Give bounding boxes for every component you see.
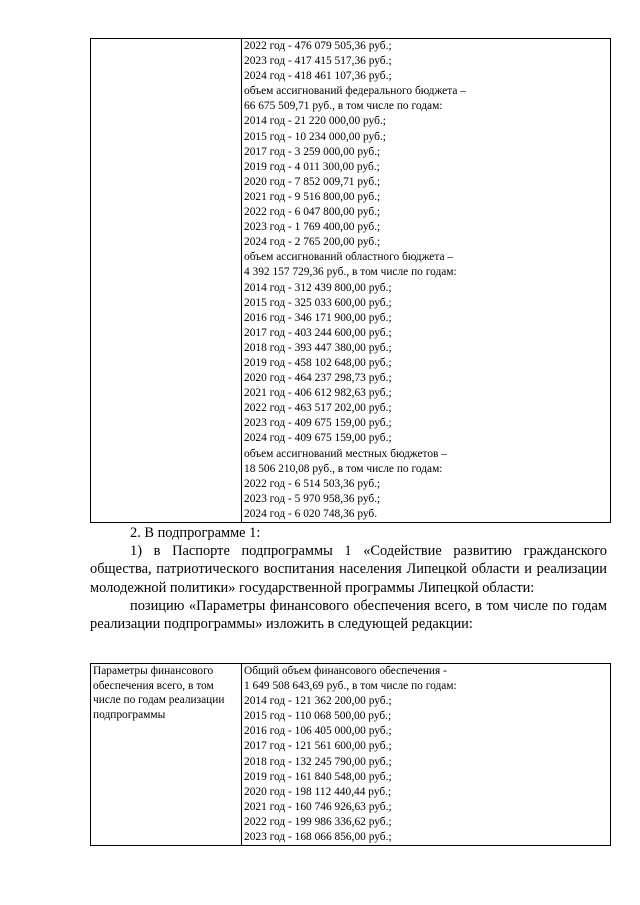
- text-line: 2020 год - 198 112 440,44 руб.;: [244, 785, 392, 798]
- table-cell-financing-amounts: [242, 664, 611, 846]
- text-line: подпрограммы: [93, 708, 166, 721]
- text-line: 2022 год - 6 047 800,00 руб.;: [244, 206, 381, 219]
- text-line: 2017 год - 403 244 600,00 руб.;: [244, 326, 392, 339]
- text-line: 2017 год - 121 561 600,00 руб.;: [244, 740, 392, 753]
- text-line: объем ассигнований федерального бюджета –: [244, 85, 466, 98]
- text-line: 2019 год - 458 102 648,00 руб.;: [244, 356, 392, 369]
- text-line: 2014 год - 121 362 200,00 руб.;: [244, 695, 392, 708]
- text-line: 2018 год - 132 245 790,00 руб.;: [244, 755, 392, 768]
- table-row: [91, 664, 611, 846]
- text-line: 2014 год - 312 439 800,00 руб.;: [244, 281, 392, 294]
- table-cell-financing-details: [242, 39, 611, 523]
- text-line: 2023 год - 417 415 517,36 руб.;: [244, 55, 392, 68]
- text-line: 2020 год - 7 852 009,71 руб.;: [244, 175, 381, 188]
- text-line: 2016 год - 346 171 900,00 руб.;: [244, 311, 392, 324]
- text-line: числе по годам реализации: [93, 694, 225, 707]
- text-line: объем ассигнований местных бюджетов –: [244, 447, 447, 460]
- text-line: 2022 год - 6 514 503,36 руб.;: [244, 477, 381, 490]
- text-line: 2020 год - 464 237 298,73 руб.;: [244, 372, 392, 385]
- text-line: 2018 год - 393 447 380,00 руб.;: [244, 341, 392, 354]
- text-line: 66 675 509,71 руб., в том числе по годам:: [244, 100, 443, 113]
- text-line: 2024 год - 6 020 748,36 руб.: [244, 507, 378, 520]
- text-line: 2021 год - 406 612 982,63 руб.;: [244, 387, 392, 400]
- text-line: 2019 год - 161 840 548,00 руб.;: [244, 770, 392, 783]
- table-cell-parameter-label: [91, 664, 242, 846]
- text-line: Параметры финансового: [93, 665, 214, 677]
- text-line: 2024 год - 2 765 200,00 руб.;: [244, 236, 381, 249]
- text-line: 1 649 508 643,69 руб., в том числе по годам:: [244, 680, 457, 693]
- parameter-label-lines: [93, 664, 241, 722]
- text-line: 2015 год - 10 234 000,00 руб.;: [244, 130, 386, 143]
- text-line: 2015 год - 325 033 600,00 руб.;: [244, 296, 392, 309]
- text-line: 2024 год - 409 675 159,00 руб.;: [244, 432, 392, 445]
- paragraph-position: позицию «Параметры финансового обеспечения всего, в том числе по годам реализации подпрограммы» изложить в следующей редакции:: [90, 597, 607, 633]
- financing-lines: [244, 39, 610, 522]
- text-line: 2016 год - 106 405 000,00 руб.;: [244, 725, 392, 738]
- document-body: [90, 524, 607, 633]
- text-line: 2023 год - 168 066 856,00 руб.;: [244, 831, 392, 844]
- table-row: [91, 39, 611, 523]
- text-line: 2021 год - 9 516 800,00 руб.;: [244, 190, 381, 203]
- text-line: 2021 год - 160 746 926,63 руб.;: [244, 800, 392, 813]
- table-cell-left-empty: [91, 39, 242, 523]
- section-heading: 2. В подпрограмме 1:: [130, 525, 261, 541]
- text-line: 2023 год - 1 769 400,00 руб.;: [244, 221, 381, 234]
- text-line: 2022 год - 199 986 336,62 руб.;: [244, 815, 392, 828]
- text-line: 2024 год - 418 461 107,36 руб.;: [244, 70, 392, 83]
- text-line: 4 392 157 729,36 руб., в том числе по годам:: [244, 266, 457, 279]
- text-line: Общий объем финансового обеспечения -: [244, 665, 447, 677]
- text-line: 2019 год - 4 011 300,00 руб.;: [244, 160, 380, 173]
- text-line: обеспечения всего, в том: [93, 679, 214, 692]
- text-line: 2017 год - 3 259 000,00 руб.;: [244, 145, 381, 158]
- financing-table-continued: [90, 38, 611, 523]
- subprogram-financing-table: [90, 663, 611, 846]
- text-line: 2023 год - 409 675 159,00 руб.;: [244, 417, 392, 430]
- text-line: 2022 год - 476 079 505,36 руб.;: [244, 40, 392, 52]
- text-line: 18 506 210,08 руб., в том числе по годам:: [244, 462, 443, 475]
- text-line: 2023 год - 5 970 958,36 руб.;: [244, 492, 381, 505]
- text-line: 2022 год - 463 517 202,00 руб.;: [244, 402, 392, 415]
- text-line: 2014 год - 21 220 000,00 руб.;: [244, 115, 386, 128]
- text-line: объем ассигнований областного бюджета –: [244, 251, 454, 264]
- paragraph-passport: 1) в Паспорте подпрограммы 1 «Содействие развитию гражданского общества, патриотического воспитания населения Липецкой области и реализации молодежной политики» государственной программы Липецкой области:: [90, 543, 607, 596]
- financing-lines: [244, 664, 610, 845]
- text-line: 2015 год - 110 068 500,00 руб.;: [244, 710, 392, 723]
